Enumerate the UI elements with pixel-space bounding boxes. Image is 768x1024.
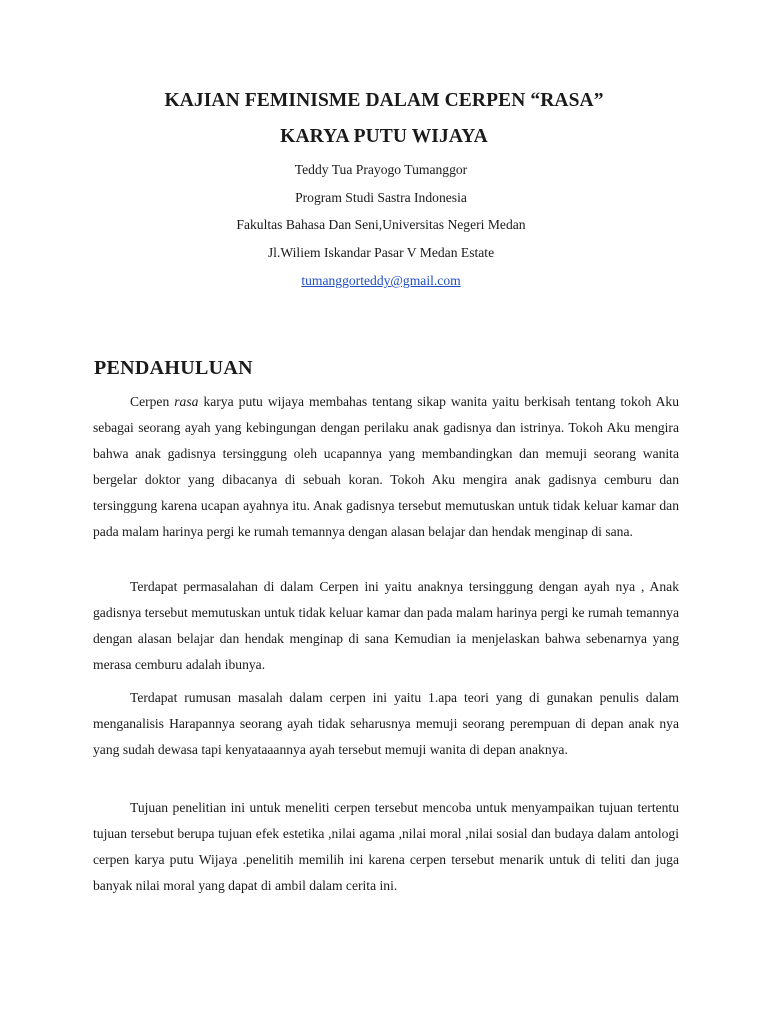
paragraph-3: Terdapat rumusan masalah dalam cerpen ini yaitu 1.apa teori yang di gunakan penulis dalam menganalisis Harapannya seorang ayah tidak seharusnya memuji seorang perempuan di depan anak nya yang sudah dewasa tapi kenyataaannya ayah tersebut memuji wanita di depan anaknya. <box>93 690 679 758</box>
paragraph-2: Terdapat permasalahan di dalam Cerpen ini yaitu anaknya tersinggung dengan ayah nya , Anak gadisnya tersebut memutuskan untuk tidak keluar kamar dan pada malam harinya pergi ke rumah temannya dengan alasan belajar dan hendak menginap di sana Kemudian ia menjelaskan bahwa sebenarnya yang merasa cemburu adalah ibunya. <box>93 579 679 673</box>
paragraph-4: Tujuan penelitian ini untuk meneliti cerpen tersebut mencoba untuk menyampaikan tujuan tertentu tujuan tersebut berupa tujuan efek estetika ,nilai agama ,nilai moral ,nilai sosial dan budaya dalam antologi cerpen karya putu Wijaya .penelitih memilih ini karena cerpen tersebut menarik untuk di teliti dan juga banyak nilai moral yang dapat di ambil dalam cerita ini. <box>93 800 679 894</box>
title-line-2: KARYA PUTU WIJAYA <box>280 126 488 147</box>
title-line-1: KAJIAN FEMINISME DALAM CERPEN “RASA” <box>164 90 604 111</box>
paragraph-1-rest: karya putu wijaya membahas tentang sikap wanita yaitu berkisah tentang tokoh Aku sebagai seorang ayah yang kebingungan dengan perilaku anak gadisnya dan istrinya. Tokoh Aku mengira bahwa anak gadisnya tersinggung oleh ucapannya yang membandingkan dan memuji seorang wanita bergelar doktor yang dibacanya di sebuah koran. Tokoh Aku mengira anak gadisnya cemburu dan tersinggung karena ucapan ayahnya itu. Anak gadisnya tersebut memutuskan untuk tidak keluar kamar dan pada malam harinya pergi ke rumah temannya dengan alasan belajar dan hendak menginap di sana. <box>93 394 680 540</box>
author-name: Teddy Tua Prayogo Tumanggor <box>294 162 468 177</box>
email-link[interactable]: tumanggorteddy@gmail.com <box>301 273 461 288</box>
paragraph-1 <box>93 389 679 546</box>
faculty-name: Fakultas Bahasa Dan Seni,Universitas Negeri Medan <box>236 217 526 232</box>
paragraph-1-start: Cerpen <box>130 394 175 409</box>
section-heading: PENDAHULUAN <box>94 357 253 379</box>
paragraph-1-italic: rasa <box>174 394 199 409</box>
program-name: Program Studi Sastra Indonesia <box>295 190 467 205</box>
email-line <box>0 273 762 289</box>
address: Jl.Wiliem Iskandar Pasar V Medan Estate <box>267 245 495 260</box>
